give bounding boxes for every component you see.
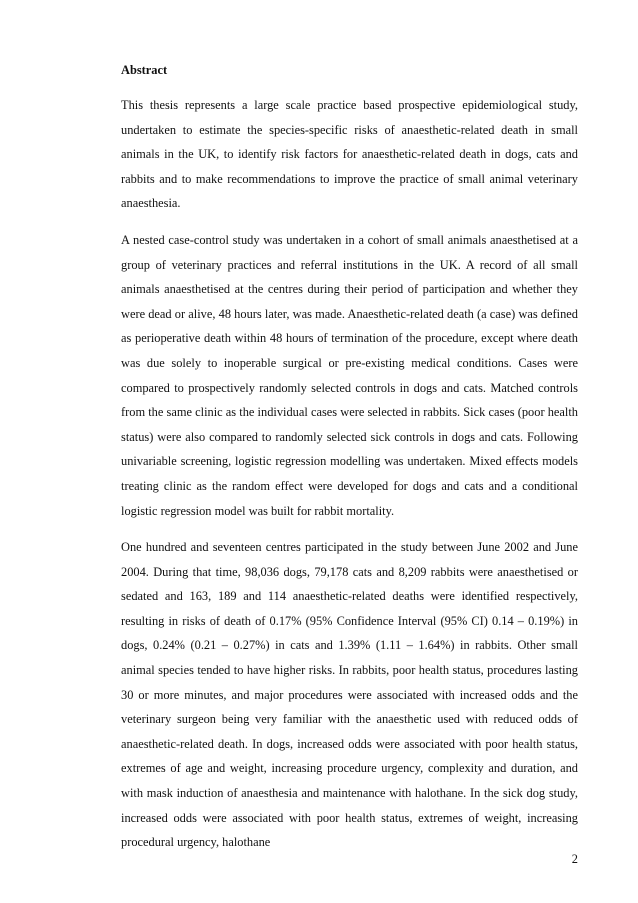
abstract-paragraph-3: One hundred and seventeen centres participated in the study between June 2002 and June 2004. During that time, 98,036 dogs, 79,178 cats and 8,209 rabbits were anaesthetised or sedated and 163, 189 and 114 anaesthetic-related deaths were identified respectively, resulting in risks of death of 0.17% (95% Confidence Interval (95% CI) 0.14 – 0.19%) in dogs, 0.24% (0.21 – 0.27%) in cats and 1.39% (1.11 – 1.64%) in rabbits. Other small animal species tended to have higher risks. In rabbits, poor health status, procedures lasting 30 or more minutes, and major procedures were associated with increased odds and the veterinary surgeon being very familiar with the anaesthetic used with reduced odds of anaesthetic-related death. In dogs, increased odds were associated with poor health status, extremes of age and weight, increasing procedure urgency, complexity and duration, and with mask induction of anaesthesia and maintenance with halothane. In the sick dog study, increased odds were associated with poor health status, extremes of weight, increasing procedural urgency, halothane (121, 540, 578, 850)
page-number: 2 (571, 852, 578, 866)
abstract-paragraph-1: This thesis represents a large scale practice based prospective epidemiological study, undertaken to estimate the species-specific risks of anaesthetic-related death in small animals in the UK, to identify risk factors for anaesthetic-related death in dogs, cats and rabbits and to make recommendations to improve the practice of small animal veterinary anaesthesia. (121, 98, 578, 211)
abstract-paragraph-2: A nested case-control study was undertaken in a cohort of small animals anaesthetised at a group of veterinary practices and referral institutions in the UK. A record of all small animals anaesthetised at the centres during their period of participation and whether they were dead or alive, 48 hours later, was made. Anaesthetic-related death (a case) was defined as perioperative death within 48 hours of termination of the procedure, except where death was due solely to inoperable surgical or pre-existing medical conditions. Cases were compared to prospectively randomly selected controls in dogs and cats. Matched controls from the same clinic as the individual cases were selected in rabbits. Sick cases (poor health status) were also compared to randomly selected sick controls in dogs and cats. Following univariable screening, logistic regression modelling was undertaken. Mixed effects models treating clinic as the random effect were developed for dogs and cats and a conditional logistic regression model was built for rabbit mortality. (121, 233, 578, 518)
abstract-heading: Abstract (121, 63, 168, 77)
